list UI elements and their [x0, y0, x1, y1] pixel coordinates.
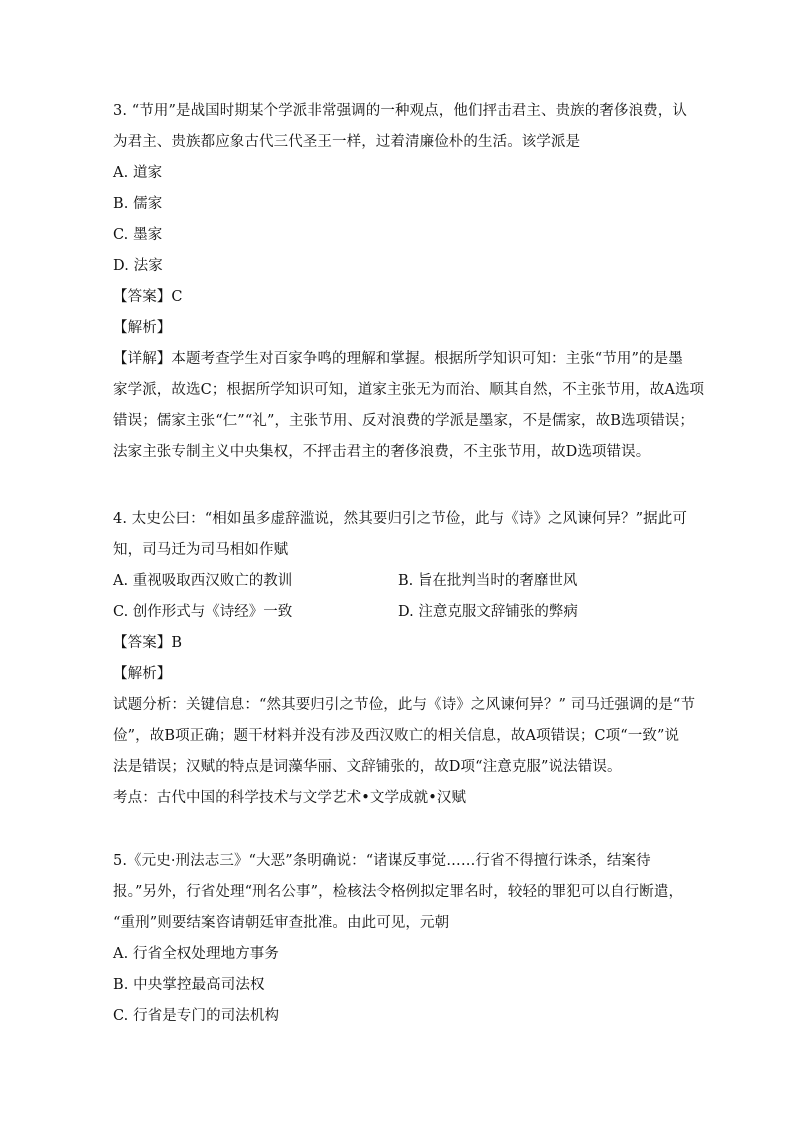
option-d: D. 注意克服文辞铺张的弊病: [398, 604, 578, 620]
analysis-line: 试题分析：关键信息：“然其要归引之节俭，此与《诗》之风谏何异？” 司马迁强调的是“节: [113, 697, 696, 713]
analysis-line: 俭”，故B项正确；题干材料并没有涉及西汉败亡的相关信息，故A项错误；C项“一致”说: [113, 728, 680, 744]
option-a: A. 行省全权处理地方事务: [113, 946, 279, 962]
answer-line: 【答案】B: [113, 635, 183, 651]
analysis-title: 【解析】: [113, 666, 172, 682]
option-row: [113, 566, 683, 597]
exam-point-line: 考点：古代中国的科学技术与文学艺术•文学成就•汉赋: [113, 790, 467, 806]
analysis-title: 【解析】: [113, 320, 172, 336]
question-stem-line: “重刑”则要结案咨请朝廷审查批准。由此可见，元朝: [113, 915, 450, 931]
question-stem-line: 知，司马迁为司马相如作赋: [113, 542, 289, 558]
option-b: B. 中央掌控最高司法权: [113, 977, 265, 993]
question-3: [113, 96, 705, 468]
analysis-line: 【详解】本题考查学生对百家争鸣的理解和掌握。根据所学知识可知：主张“节用”的是墨: [113, 351, 683, 367]
question-stem-line: 为君主、贵族都应象古代三代圣王一样，过着清廉俭朴的生活。该学派是: [113, 134, 581, 150]
question-stem-line: 4. 太史公曰：“相如虽多虚辞滥说，然其要归引之节俭，此与《诗》之风谏何异？”据此可: [113, 511, 687, 527]
analysis-line: 法家主张专制主义中央集权，不抨击君主的奢侈浪费，不主张节用，故D选项错误。: [113, 444, 651, 460]
answer-line: 【答案】C: [113, 289, 183, 305]
question-stem-line: 3. “节用”是战国时期某个学派非常强调的一种观点，他们抨击君主、贵族的奢侈浪费，认: [113, 103, 687, 119]
question-stem-line: 报。”另外，行省处理“刑名公事”，检核法令格例拟定罪名时，较轻的罪犯可以自行断遣，: [113, 884, 684, 900]
analysis-line: 家学派，故选C；根据所学知识可知，道家主张无为而治、顺其自然，不主张节用，故A选项: [113, 382, 705, 398]
analysis-line: 错误；儒家主张“仁”“礼”，主张节用、反对浪费的学派是墨家，不是儒家，故B选项错误；: [113, 413, 695, 429]
question-4: [113, 504, 696, 814]
option-c: C. 行省是专门的司法机构: [113, 1008, 280, 1024]
option-b: B. 儒家: [113, 196, 163, 212]
option-a: A. 道家: [113, 165, 163, 181]
option-d: D. 法家: [113, 258, 163, 274]
option-b: B. 旨在批判当时的奢靡世风: [398, 573, 578, 589]
option-a: A. 重视吸取西汉败亡的教训: [113, 573, 293, 589]
option-row: [113, 597, 683, 628]
option-c: C. 创作形式与《诗经》一致: [113, 604, 293, 620]
option-c: C. 墨家: [113, 227, 163, 243]
question-stem-line: 5.《元史·刑法志三》“大恶”条明确说：“诸谋反事觉……行省不得擅行诛杀，结案待: [113, 853, 651, 869]
question-5: [113, 846, 683, 1032]
analysis-line: 法是错误；汉赋的特点是词藻华丽、文辞铺张的，故D项“注意克服”说法错误。: [113, 759, 622, 775]
